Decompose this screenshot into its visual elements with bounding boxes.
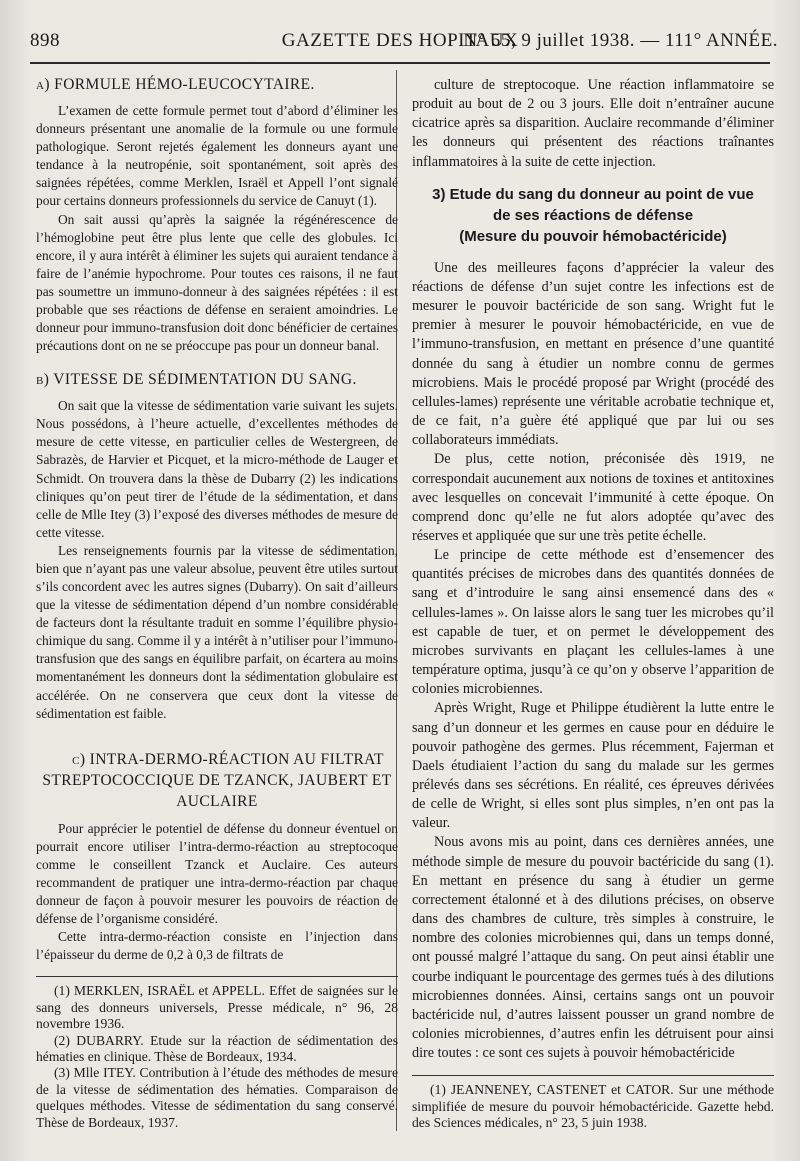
heading-line: de ses réactions de défense: [492, 206, 694, 224]
heading-line: (Mesure du pouvoir hémobactéricide): [459, 227, 727, 245]
paragraph: culture de streptocoque. Une réaction inflammatoire se produit au bout de 2 ou 3 jours. Elle doit n’entraîner aucune cicatrice après sa disparition. Auclaire recommande d’éliminer les donneurs qui présentent des réactions traînantes inflammatoires à la suite de cette injection.: [412, 77, 774, 170]
right-column: [412, 76, 774, 1132]
paragraph: On sait que la vitesse de sédimentation varie suivant les sujets. Nous possédons, à l’heure actuelle, d’excellentes méthodes de mesure de cette vitesse, en particulier celles de Westergreen, de Sabrazès, de Harvier et Picquet, et la micro-méthode de Lauger et Schmidt. On trouvera dans la thèse de Dubarry (2) les indications cliniques qu’on peut tirer de l’étude de la sédimentation, et dans celle de Mlle Itey (3) l’exposé des diverses méthodes de mesure de cette vitesse.: [36, 398, 398, 540]
issue-info: N° 55, 9 juillet 1938. — 111° ANNÉE.: [463, 30, 778, 51]
header-rule: [30, 62, 770, 64]
paragraph: Le principe de cette méthode est d’ensemencer des quantités précises de microbes dans des quantités données de sang et d’introduire le sang ainsi ensemencé dans des « cellules-lames ». On laisse alors le sang tuer les microbes qu’il est capable de tuer, et on permet le développement des microbes survivants en plaçant les cellules-lames à une température optima, jusqu’à ce qu’on y observe l’apparition de colonies microbiennes.: [412, 547, 774, 698]
footnote: (1) MERKLEN, ISRAËL et APPELL. Effet de saignées sur le sang des donneurs universels, Presse médicale, n° 96, 28 novembre 1936.: [36, 983, 398, 1032]
footnote: (2) DUBARRY. Etude sur la réaction de sédimentation des hématies en clinique. Thèse de Bordeaux, 1934.: [36, 1032, 398, 1064]
paragraph: De plus, cette notion, préconisée dès 1919, ne correspondait aucunement aux notions de toxines et antitoxines avec lesquelles on concevait l’immunité à cette époque. On comprend donc qu’elle ne fut alors adoptée qu’avec des réserves et appliquée que sur une très petite échelle.: [412, 451, 774, 544]
paragraph: Pour apprécier le potentiel de défense du donneur éventuel on pourrait encore utiliser l’intra-dermo-réaction au streptocoque comme le conseillent Tzanck et Auclaire. Ces auteurs recommandent de pratiquer une intra-dermo-réaction par chaque donneur de façon à pouvoir mesurer les pouvoirs de réaction de défense de l’organisme considéré.: [36, 820, 398, 927]
paragraph: L’examen de cette formule permet tout d’abord d’éliminer les donneurs présentant une anomalie de la formule ou une formule pathologique. Seront rejetés également les donneurs ayant une tendance à la neutropénie, soit spontanément, soit après des saignées répétées, comme Merklen, Israël et Appell l’ont signalé pour certains donneurs professionnels du service de Canuyt (1).: [36, 103, 398, 209]
section-a-heading: a) FORMULE HÉMO-LEUCOCYTAIRE.: [36, 76, 315, 93]
section-3-heading: [412, 184, 774, 247]
footnote-rule: [412, 1075, 774, 1076]
journal-title: GAZETTE DES HOPITAUX: [281, 30, 519, 51]
footnote: (1) JEANNENEY, CASTENET et CATOR. Sur une méthode simplifiée de mesure du pouvoir hémobactéricide. Gazette hebd. des Sciences médicales, n° 23, 5 juin 1938.: [412, 1082, 774, 1131]
page-header: [22, 30, 778, 58]
footnote: (3) Mlle ITEY. Contribution à l’étude des méthodes de mesure de la vitesse de sédimentation des hématies. Comparaison de quelques méthodes. Vitesse de sédimentation du sang conservé. Thèse de Bordeaux, 1937.: [36, 1065, 398, 1130]
page-number: 898: [30, 30, 60, 51]
footnote-rule: [36, 976, 398, 977]
paragraph: Après Wright, Ruge et Philippe étudièrent la lutte entre le sang d’un donneur et les germes en cause pour en déduire le pouvoir pathogène des germes. Plus récemment, Fajerman et Daels étudiaient l’action du sang du malade sur les germes prélevés dans ses sécrétions. En réalité, ces épreuves dérivées de celle de Wright, si elles sont plus simples, n’en ont pas la valeur.: [412, 700, 774, 832]
heading-line: 3) Etude du sang du donneur au point de vue: [432, 185, 754, 203]
section-c-heading: c) INTRA-DERMO-RÉACTION AU FILTRAT STREPTOCOCCIQUE DE TZANCK, JAUBERT ET AUCLAIRE: [42, 750, 392, 810]
paragraph: Cette intra-dermo-réaction consiste en l’injection dans l’épaisseur du derme de 0,2 à 0,3 de filtrats de: [36, 929, 398, 963]
paragraph: Les renseignements fournis par la vitesse de sédimentation, bien que n’ayant pas une valeur absolue, peuvent être utiles surtout s’ils concordent avec les autres signes (Dubarry). On sait d’ailleurs que la vitesse de sédimentation dépend d’un nombre considérable de facteurs dont la résultante traduit en somme l’équilibre physio-chimique du sang. Comme il y a intérêt à n’utiliser pour l’immuno-transfusion que des sangs en équilibre parfait, on écartera au moins momentanément les donneurs dont la sédimentation globulaire est accélérée. On ne conservera que ceux dont la vitesse de sédimentation est faible.: [36, 542, 398, 721]
paragraph: On sait aussi qu’après la saignée la régénérescence de l’hémoglobine peut être plus lente que celle des globules. Ici encore, il y aura intérêt à éliminer les sujets qui auraient tendance à faire de l’anémie hypochrome. Pour toutes ces raisons, il ne faut pas soumettre un immuno-donneur à des saignées répétées : il est probable que ses réactions de défense en seraient amoindries. Le donneur pour immuno-transfusion doit donc bénéficier de certaines précautions dont on ne se préoccupe pas pour un donneur banal.: [36, 211, 398, 354]
section-b-heading: b) VITESSE DE SÉDIMENTATION DU SANG.: [36, 371, 357, 389]
paragraph: Nous avons mis au point, dans ces dernières années, une méthode simple de mesure du pouvoir bactéricide du sang (1). En mettant en présence du sang à étudier un germe correctement étalonné et à des dilutions précises, on observe dans des chambres de culture, très simples à construire, le nombre des colonies microbiennes qui, dans un temps donné, ont poussé malgré l’attaque du sang. On peut ainsi établir une courbe indiquant le pourcentage des germes tués à des dilutions microbiennes données. Ainsi, certains sangs ont un pouvoir bactéricide nul, d’autres laissent pousser un grand nombre de colonies microbiennes, d’autres enfin les détruisent pour ainsi dire toutes : ce sont ces sujets à pouvoir hémobactéricide: [412, 834, 774, 1062]
paragraph: Une des meilleures façons d’apprécier la valeur des réactions de défense d’un sujet contre les infections est de mesurer le pouvoir bactéricide de son sang. Wright fut le premier à mesurer le pouvoir hémobactéricide, en vue de l’immuno-transfusion, en mettant en présence d’une quantité donnée du sang à étudier un nombre connu de germes microbiens. Mais le procédé proposé par Wright (procédé des cellules-lames) représente une véritable acrobatie technique et, de ce fait, n’a guère été appliqué que par lui ou ses collaborateurs immédiats.: [412, 259, 774, 449]
left-column: [36, 76, 398, 1131]
